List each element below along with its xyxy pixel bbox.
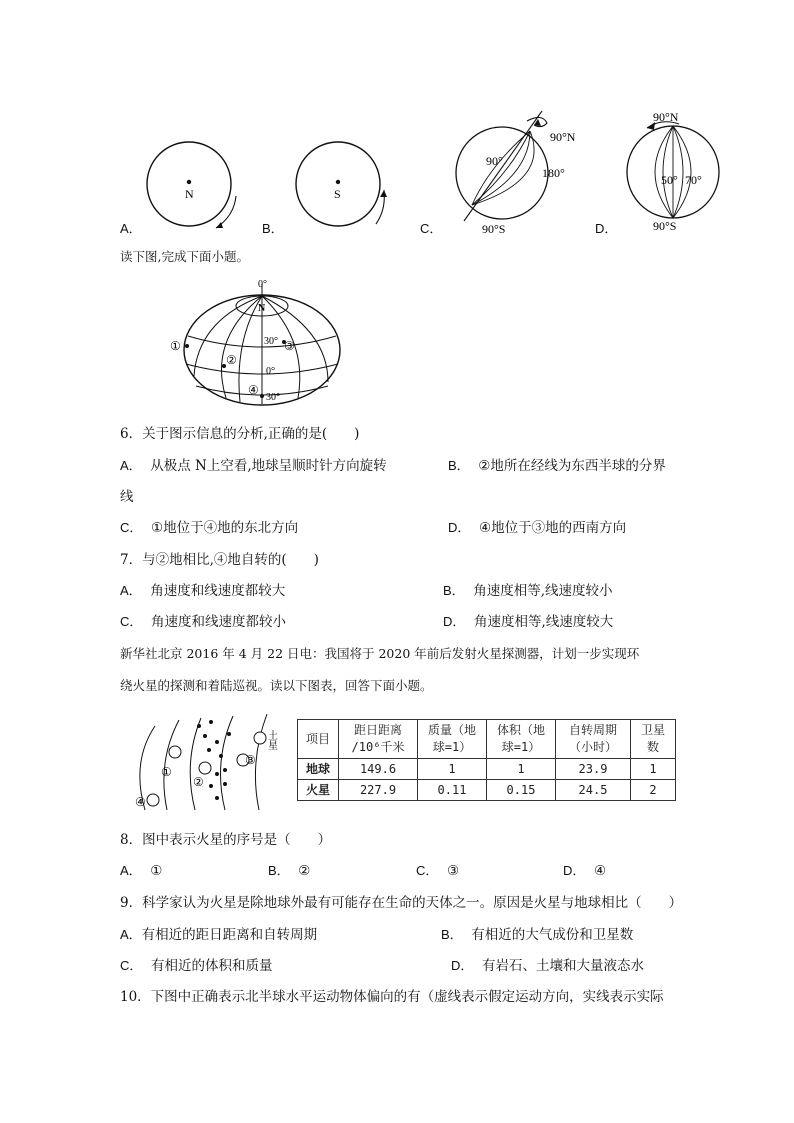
svg-text:90°S: 90°S xyxy=(653,219,677,233)
south-label: S xyxy=(334,187,341,201)
q9-option-d[interactable]: D． 有岩石、土壤和大量液态水 xyxy=(451,958,644,974)
q10-stem: 10．下图中正确表示北半球水平运动物体偏向的有（虚线表示假定运动方向，实线表示实际 xyxy=(120,989,664,1005)
table-header-row xyxy=(298,720,676,759)
table-header-cell: 自转周期 （小时） xyxy=(556,720,631,759)
svg-text:③: ③ xyxy=(245,753,256,767)
svg-text:50°: 50° xyxy=(661,173,678,187)
q8-option-c[interactable]: C． ③ xyxy=(416,863,460,879)
upright-globe-diagram xyxy=(617,108,737,240)
q6-option-b-wrap: 线 xyxy=(120,489,134,505)
globe-grid-figure xyxy=(168,280,358,410)
svg-text:②: ② xyxy=(226,353,237,367)
option-letter: A． xyxy=(120,221,142,236)
q8-stem: 8．图中表示火星的序号是（ ） xyxy=(120,832,332,848)
table-header-cell: 体积（地 球=1） xyxy=(487,720,556,759)
tilted-globe-diagram xyxy=(450,105,600,240)
q7-option-c[interactable]: C． 角速度和线速度都较小 xyxy=(120,614,286,630)
svg-text:0°: 0° xyxy=(258,280,267,290)
svg-text:土星: 土星 xyxy=(265,730,277,750)
news-line-2: 绕火星的探测和着陆巡视。读以下图表，回答下面小题。 xyxy=(120,678,433,693)
q7-option-a[interactable]: A． 角速度和线速度都较大 xyxy=(120,583,286,599)
table-header-cell: 质量（地 球=1） xyxy=(418,720,487,759)
q9-option-b[interactable]: B． 有相近的大气成份和卫星数 xyxy=(441,927,634,943)
q6-option-b[interactable]: B． ②地所在经线为东西半球的分界 xyxy=(448,458,666,474)
planet-data-table xyxy=(297,719,676,801)
svg-text:90°N: 90°N xyxy=(550,130,576,144)
table-row: 地球 149.6 1 1 23.9 1 xyxy=(298,759,676,780)
svg-text:④: ④ xyxy=(135,795,146,809)
svg-text:90°: 90° xyxy=(486,154,503,168)
q6-option-a[interactable]: A． 从极点 N上空看,地球呈顺时针方向旋转 xyxy=(120,458,387,474)
option-letter: D． xyxy=(595,221,618,236)
q8-option-a[interactable]: A． ① xyxy=(120,863,163,879)
svg-text:30°: 30° xyxy=(266,392,280,403)
figure-option-d xyxy=(595,108,735,240)
table-header-cell: 项目 xyxy=(298,720,339,759)
svg-text:①: ① xyxy=(170,339,181,353)
svg-text:180°: 180° xyxy=(542,166,565,180)
news-line-1: 新华社北京 2016 年 4 月 22 日电：我国将于 2020 年前后发射火星探测器，计划一步实现环 xyxy=(120,646,640,661)
svg-text:④: ④ xyxy=(248,383,259,397)
option-letter: B． xyxy=(262,221,284,236)
figure-option-a xyxy=(120,140,250,240)
intro-text: 读下图,完成下面小题。 xyxy=(120,249,249,264)
table-header-cell: 卫星 数 xyxy=(631,720,676,759)
svg-text:30°: 30° xyxy=(264,336,278,347)
q6-stem: 6．关于图示信息的分析,正确的是( ) xyxy=(120,426,360,442)
circle-north-pole-diagram xyxy=(140,140,260,240)
q8-option-d[interactable]: D． ④ xyxy=(563,863,607,879)
svg-text:②: ② xyxy=(193,775,204,789)
q9-stem: 9．科学家认为火星是除地球外最有可能存在生命的天体之一。原因是火星与地球相比（ ） xyxy=(120,895,683,911)
q7-option-d[interactable]: D． 角速度相等,线速度较大 xyxy=(443,614,614,630)
north-label: N xyxy=(185,187,194,201)
q6-option-d[interactable]: D． ④地位于③地的西南方向 xyxy=(448,520,627,536)
svg-text:70°: 70° xyxy=(685,173,702,187)
svg-text:③: ③ xyxy=(284,339,295,353)
option-letter: C． xyxy=(420,221,443,236)
svg-text:①: ① xyxy=(161,765,172,779)
table-row: 火星 227.9 0.11 0.15 24.5 2 xyxy=(298,780,676,801)
svg-text:0°: 0° xyxy=(266,366,275,377)
svg-text:90°N: 90°N xyxy=(653,110,679,124)
q8-option-b[interactable]: B． ② xyxy=(268,863,311,879)
svg-text:N: N xyxy=(258,303,266,314)
planet-orbit-figure xyxy=(125,712,295,812)
svg-text:90°S: 90°S xyxy=(482,222,506,236)
table-header-cell: 距日距离 /10⁶千米 xyxy=(339,720,418,759)
figure-option-c xyxy=(420,105,590,240)
q7-option-b[interactable]: B． 角速度相等,线速度较小 xyxy=(443,583,613,599)
q7-stem: 7．与②地相比,④地自转的( ) xyxy=(120,552,319,568)
q9-option-c[interactable]: C． 有相近的体积和质量 xyxy=(120,958,273,974)
q6-option-c[interactable]: C． ①地位于④地的东北方向 xyxy=(120,520,299,536)
circle-south-pole-diagram xyxy=(292,140,412,240)
q9-option-a[interactable]: A．有相近的距日距离和自转周期 xyxy=(120,927,318,943)
figure-option-b xyxy=(262,140,392,240)
